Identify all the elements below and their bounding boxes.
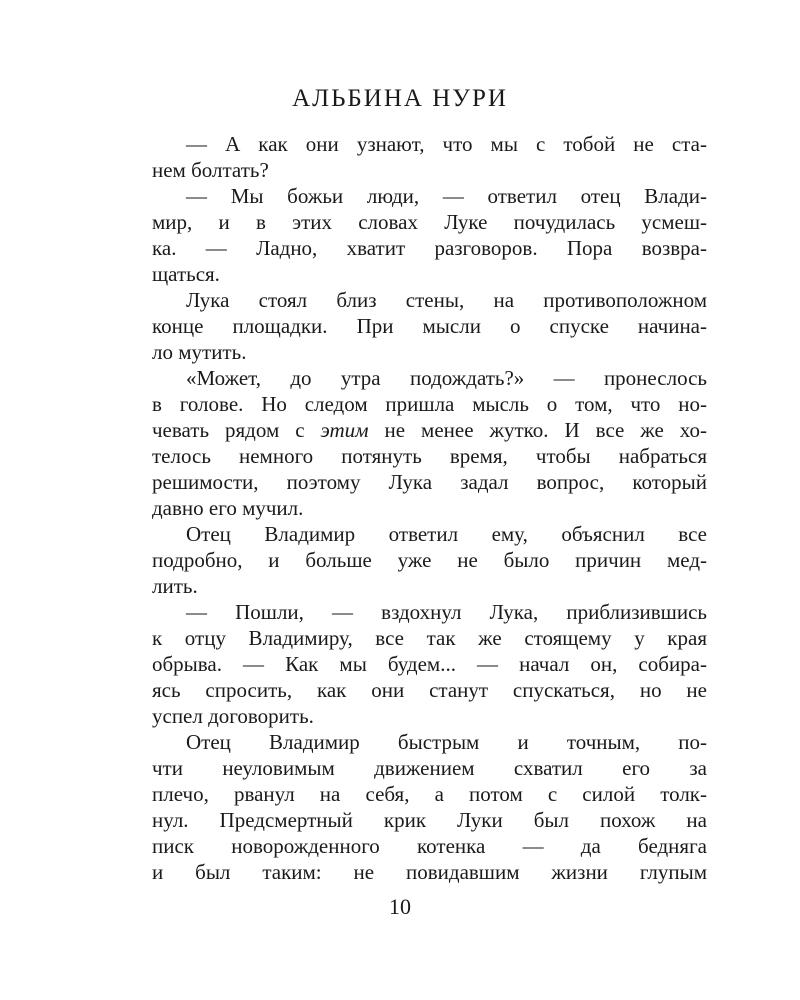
text-line: ясь спросить, как они станут спускаться, но не: [152, 678, 707, 702]
text-line: нем болтать?: [152, 158, 269, 182]
text-line: подробно, и больше уже не было причин мед-: [152, 548, 707, 572]
paragraph: [152, 729, 707, 885]
text-line: лить.: [152, 574, 198, 598]
running-head-author: АЛЬБИНА НУРИ: [292, 85, 508, 112]
paragraph: [152, 183, 707, 287]
text-line: решимости, поэтому Лука задал вопрос, который: [152, 470, 707, 494]
text-line: — Пошли, — вздохнул Лука, приблизившись: [186, 600, 707, 624]
text-line: «Может, до утра подождать?» — пронеслось: [186, 366, 707, 390]
text-line: успел договорить.: [152, 704, 314, 728]
paragraph: [152, 599, 707, 729]
text-line: телось немного потянуть время, чтобы набраться: [152, 444, 707, 468]
text-line: — А как они узнают, что мы с тобой не ста-: [186, 132, 707, 156]
text-line: к отцу Владимиру, все так же стоящему у края: [152, 626, 707, 650]
text-line: плечо, рванул на себя, а потом с силой толк-: [152, 782, 707, 806]
text-line: и был таким: не повидавшим жизни глупым: [152, 860, 707, 884]
text-line: щаться.: [152, 262, 220, 286]
page-number: 10: [389, 894, 411, 919]
text-line-with-italic: [152, 417, 707, 443]
paragraph: [152, 131, 707, 183]
text-line: конце площадки. При мысли о спуске начина-: [152, 314, 707, 338]
text-line: чти неуловимым движением схватил его за: [152, 756, 707, 780]
text-line: мир, и в этих словах Луке почудилась усмеш-: [152, 210, 707, 234]
body-text: [152, 131, 707, 885]
italic-word: этим: [320, 418, 369, 442]
text-line: Отец Владимир ответил ему, объяснил все: [186, 522, 707, 546]
paragraph: [152, 365, 707, 521]
text-line: Отец Владимир быстрым и точным, по-: [186, 730, 707, 754]
text-line: в голове. Но следом пришла мысль о том, что но-: [152, 392, 707, 416]
text-line: давно его мучил.: [152, 496, 304, 520]
text-line: обрыва. — Как мы будем... — начал он, собира-: [152, 652, 707, 676]
text-line: — Мы божьи люди, — ответил отец Влади-: [186, 184, 707, 208]
paragraph: [152, 287, 707, 365]
text-line: Лука стоял близ стены, на противоположном: [186, 288, 707, 312]
text-segment: чевать рядом с: [152, 418, 321, 442]
paragraph: [152, 521, 707, 599]
text-line: ло мутить.: [152, 340, 247, 364]
text-line: писк новорожденного котенка — да бедняга: [152, 834, 707, 858]
text-line: нул. Предсмертный крик Луки был похож на: [152, 808, 707, 832]
text-line: ка. — Ладно, хватит разговоров. Пора возвра-: [152, 236, 707, 260]
text-segment: не менее жутко. И все же хо-: [368, 418, 708, 442]
